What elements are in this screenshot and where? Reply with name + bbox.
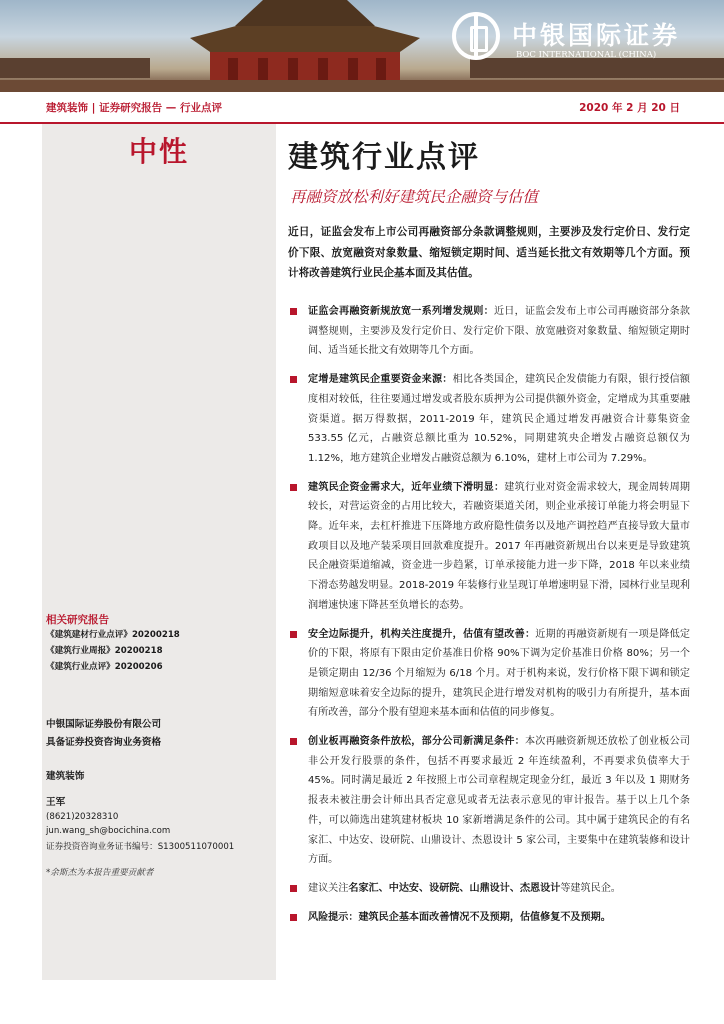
- report-date: 2020 年 2 月 20 日: [579, 102, 680, 114]
- company-name: 中银国际证券股份有限公司: [46, 719, 162, 730]
- analyst-email[interactable]: jun.wang_sh@bocichina.com: [46, 826, 171, 836]
- analyst-name: 王军: [46, 797, 66, 808]
- brand-name-cn: 中银国际证券: [512, 21, 681, 50]
- related-report-item[interactable]: 《建筑建材行业点评》20200218: [46, 630, 180, 640]
- recommendation-pre: 建议关注: [308, 882, 349, 894]
- risk-text: 建筑民企基本面改善情况不及预期，估值修复不及预期。: [358, 911, 611, 923]
- key-point-lead: 创业板再融资条件放松，部分公司新满足条件：: [308, 736, 525, 748]
- risk-lead: 风险提示：: [308, 911, 359, 923]
- banner-side-building-left: [0, 58, 150, 78]
- analyst-certificate: 证券投资咨询业务证书编号：S1300511070001: [46, 842, 235, 852]
- rating-badge: 中性: [128, 135, 189, 168]
- analyst-sector: 建筑装饰: [46, 771, 85, 782]
- key-point-lead: 建筑民企资金需求大，近年业绩下滑明显：: [308, 481, 505, 493]
- report-summary: 近日，证监会发布上市公司再融资部分条款调整规则，主要涉及发行定价日、发行定价下限、放宽融资对象数量、缩短锁定期时间、适当延长批文有效期等几个方面。预计将改善建筑行业民企基本面及其估值。: [288, 226, 690, 279]
- key-point-text: 相比各类国企，建筑民企发债能力有限，银行授信额度相对较低，往往要通过增发或者股东质押为公司提供额外资金，定增成为其重要融资渠道。据万得数据，2011-2019 年，建筑民企通过增发再融资合计募集资金 533.55 亿元，占融资总额比重为 10.52%，同期建筑央企增发占融资总额仅为 1.12%，地方建筑企业增发占融资总额为 6.10%，建材上市公司为 7.29%。: [308, 374, 691, 464]
- breadcrumb: 建筑装饰 | 证券研究报告 — 行业点评: [46, 102, 222, 114]
- key-point-lead: 定增是建筑民企重要资金来源：: [308, 374, 453, 386]
- key-point-text: 近日，证监会发布上市公司再融资部分条款调整规则，主要涉及发行定价日、发行定价下限、放宽融资对象数量、缩短锁定期时间、适当延长批文有效期等几个方面。: [308, 306, 690, 357]
- key-point: [288, 478, 690, 616]
- key-point: [288, 732, 690, 870]
- key-point: [288, 370, 690, 469]
- recommended-stocks: 名家汇、中达安、设研院、山鼎设计、杰恩设计: [348, 882, 561, 894]
- recommendation-post: 等建筑民企。: [560, 882, 621, 894]
- related-reports-title: 相关研究报告: [46, 614, 109, 626]
- company-qualification: 具备证券投资咨询业务资格: [46, 737, 162, 748]
- banner-ground: [0, 80, 724, 92]
- key-point-text: 本次再融资新规还放松了创业板公司非公开发行股票的条件，包括不再要求最近 2 年连续盈利，不再要求负债率大于 45%。同时满足最近 2 年按照上市公司章程规定现金分红，最近 3 年以及 1 期财务报表未被注册会计师出具否定意见或者无法表示意见的审计报告。基于以上几个条件，可以筛选出建筑建材板块 10 家新增满足条件的公司。其中属于建筑民企的有名家汇、中达安、设研院、山鼎设计、杰恩设计 5 家公司，主要集中在建筑装修和设计方面。: [308, 736, 691, 866]
- key-point-lead: 安全边际提升，机构关注度提升，估值有望改善：: [308, 628, 536, 640]
- brand-name-en: BOC INTERNATIONAL (CHINA): [516, 50, 657, 60]
- page-title: 建筑行业点评: [288, 140, 480, 175]
- key-points-list: [288, 302, 690, 936]
- sidebar: [42, 124, 276, 980]
- key-point-text: 建筑行业对资金需求较大，现金周转周期较长，对营运资金的占用比较大，若融资渠道关闭，则企业承接订单能力将会明显下降。近年来，去杠杆推进下压降地方政府隐性债务以及地产调控趋严直接导致大量市政项目以及地产装采项目回款难度提升。2017 年再融资新规出台以来更是导致建筑民企融资渠道缩减，资金进一步趋紧，订单承接能力进一步下降，2018 年以来业绩下滑态势越发明显。2018-2019 年装修行业呈现订单增速明显下滑，园林行业呈现利润增速快速下降甚至负增长的态势。: [308, 481, 691, 611]
- recommendation: [288, 879, 690, 899]
- brand-logo: [452, 12, 710, 70]
- key-point-lead: 证监会再融资新规放宽一系列增发规则：: [308, 306, 494, 317]
- report-meta-bar: [0, 92, 724, 124]
- header-banner: [0, 0, 724, 92]
- key-point: [288, 625, 690, 724]
- key-point-text: 近期的再融资新规有一项是降低定价的下限，将原有下限由定价基准日价格 90%下调为定价基准日价格 80%；另一个是锁定期由 12/36 个月缩短为 6/18 个月。对于机构来说，发行价格下限下调和锁定期缩短意味着安全边际的提升，建筑民企进行增发对机构的吸引力有所提升，基本面有所改善，部分个股有望迎来基本面和估值的同步修复。: [308, 628, 691, 719]
- analyst-phone: (8621)20328310: [46, 812, 119, 822]
- contributor-note: *余斯杰为本报告重要贡献者: [46, 868, 154, 878]
- bank-of-china-logo-icon: [452, 12, 500, 60]
- risk-warning: [288, 908, 690, 928]
- page-subtitle: 再融资放松利好建筑民企融资与估值: [290, 188, 539, 206]
- banner-upper-roof: [235, 0, 375, 26]
- related-report-item[interactable]: 《建筑行业周报》20200218: [46, 646, 163, 656]
- related-report-item[interactable]: 《建筑行业点评》20200206: [46, 662, 163, 672]
- key-point: [288, 302, 690, 361]
